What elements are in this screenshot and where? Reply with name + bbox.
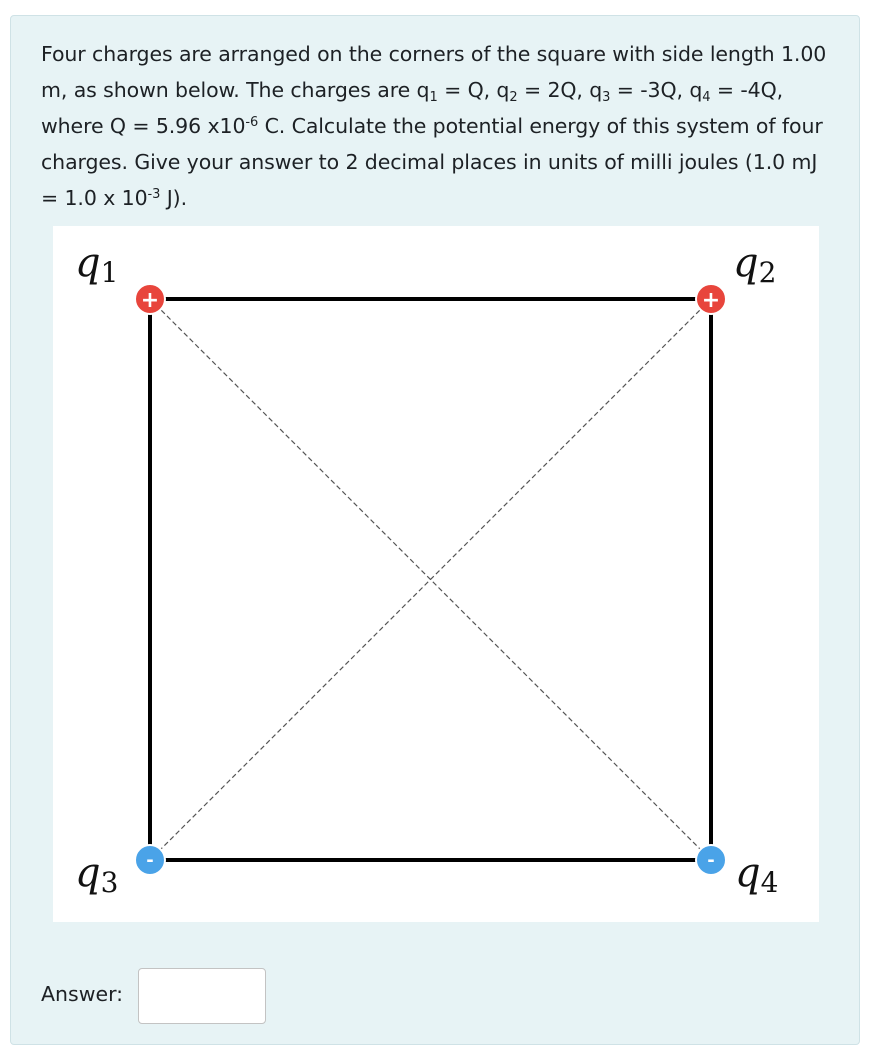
question-text: Four charges are arranged on the corners of the square with side length 1.00 m, as shown below. The charges are $q_1 = Q$, $q_2 = 2Q$, $q_3 = -3Q$, $q_4 = -4Q$, where Q = 5.96 $x10^{-6}$ C. Calculate the potential energy of this system of four charges. Give your answer to 2 decimal places in units of milli joules (1.0 mJ = 1.0 x $10^{-3}$ J).: [41, 42, 827, 210]
label-q2: q2: [733, 240, 777, 289]
label-q3: q3: [75, 850, 119, 899]
answer-input[interactable]: [138, 968, 266, 1024]
charges-square-figure: [53, 226, 819, 922]
charge-q2-positive: [696, 284, 726, 314]
label-q1: q1: [75, 240, 119, 289]
svg-text:-: -: [146, 850, 154, 871]
question-card: [10, 15, 860, 1045]
svg-text:+: +: [701, 288, 721, 313]
charge-q1-positive: [135, 284, 165, 314]
charge-q3-negative: [135, 845, 165, 875]
label-q4: q4: [735, 850, 779, 899]
answer-label: Answer:: [41, 982, 124, 1006]
svg-text:+: +: [140, 288, 160, 313]
charge-q4-negative: [696, 845, 726, 875]
svg-text:-: -: [707, 850, 715, 871]
charges-diagram: [53, 226, 819, 922]
